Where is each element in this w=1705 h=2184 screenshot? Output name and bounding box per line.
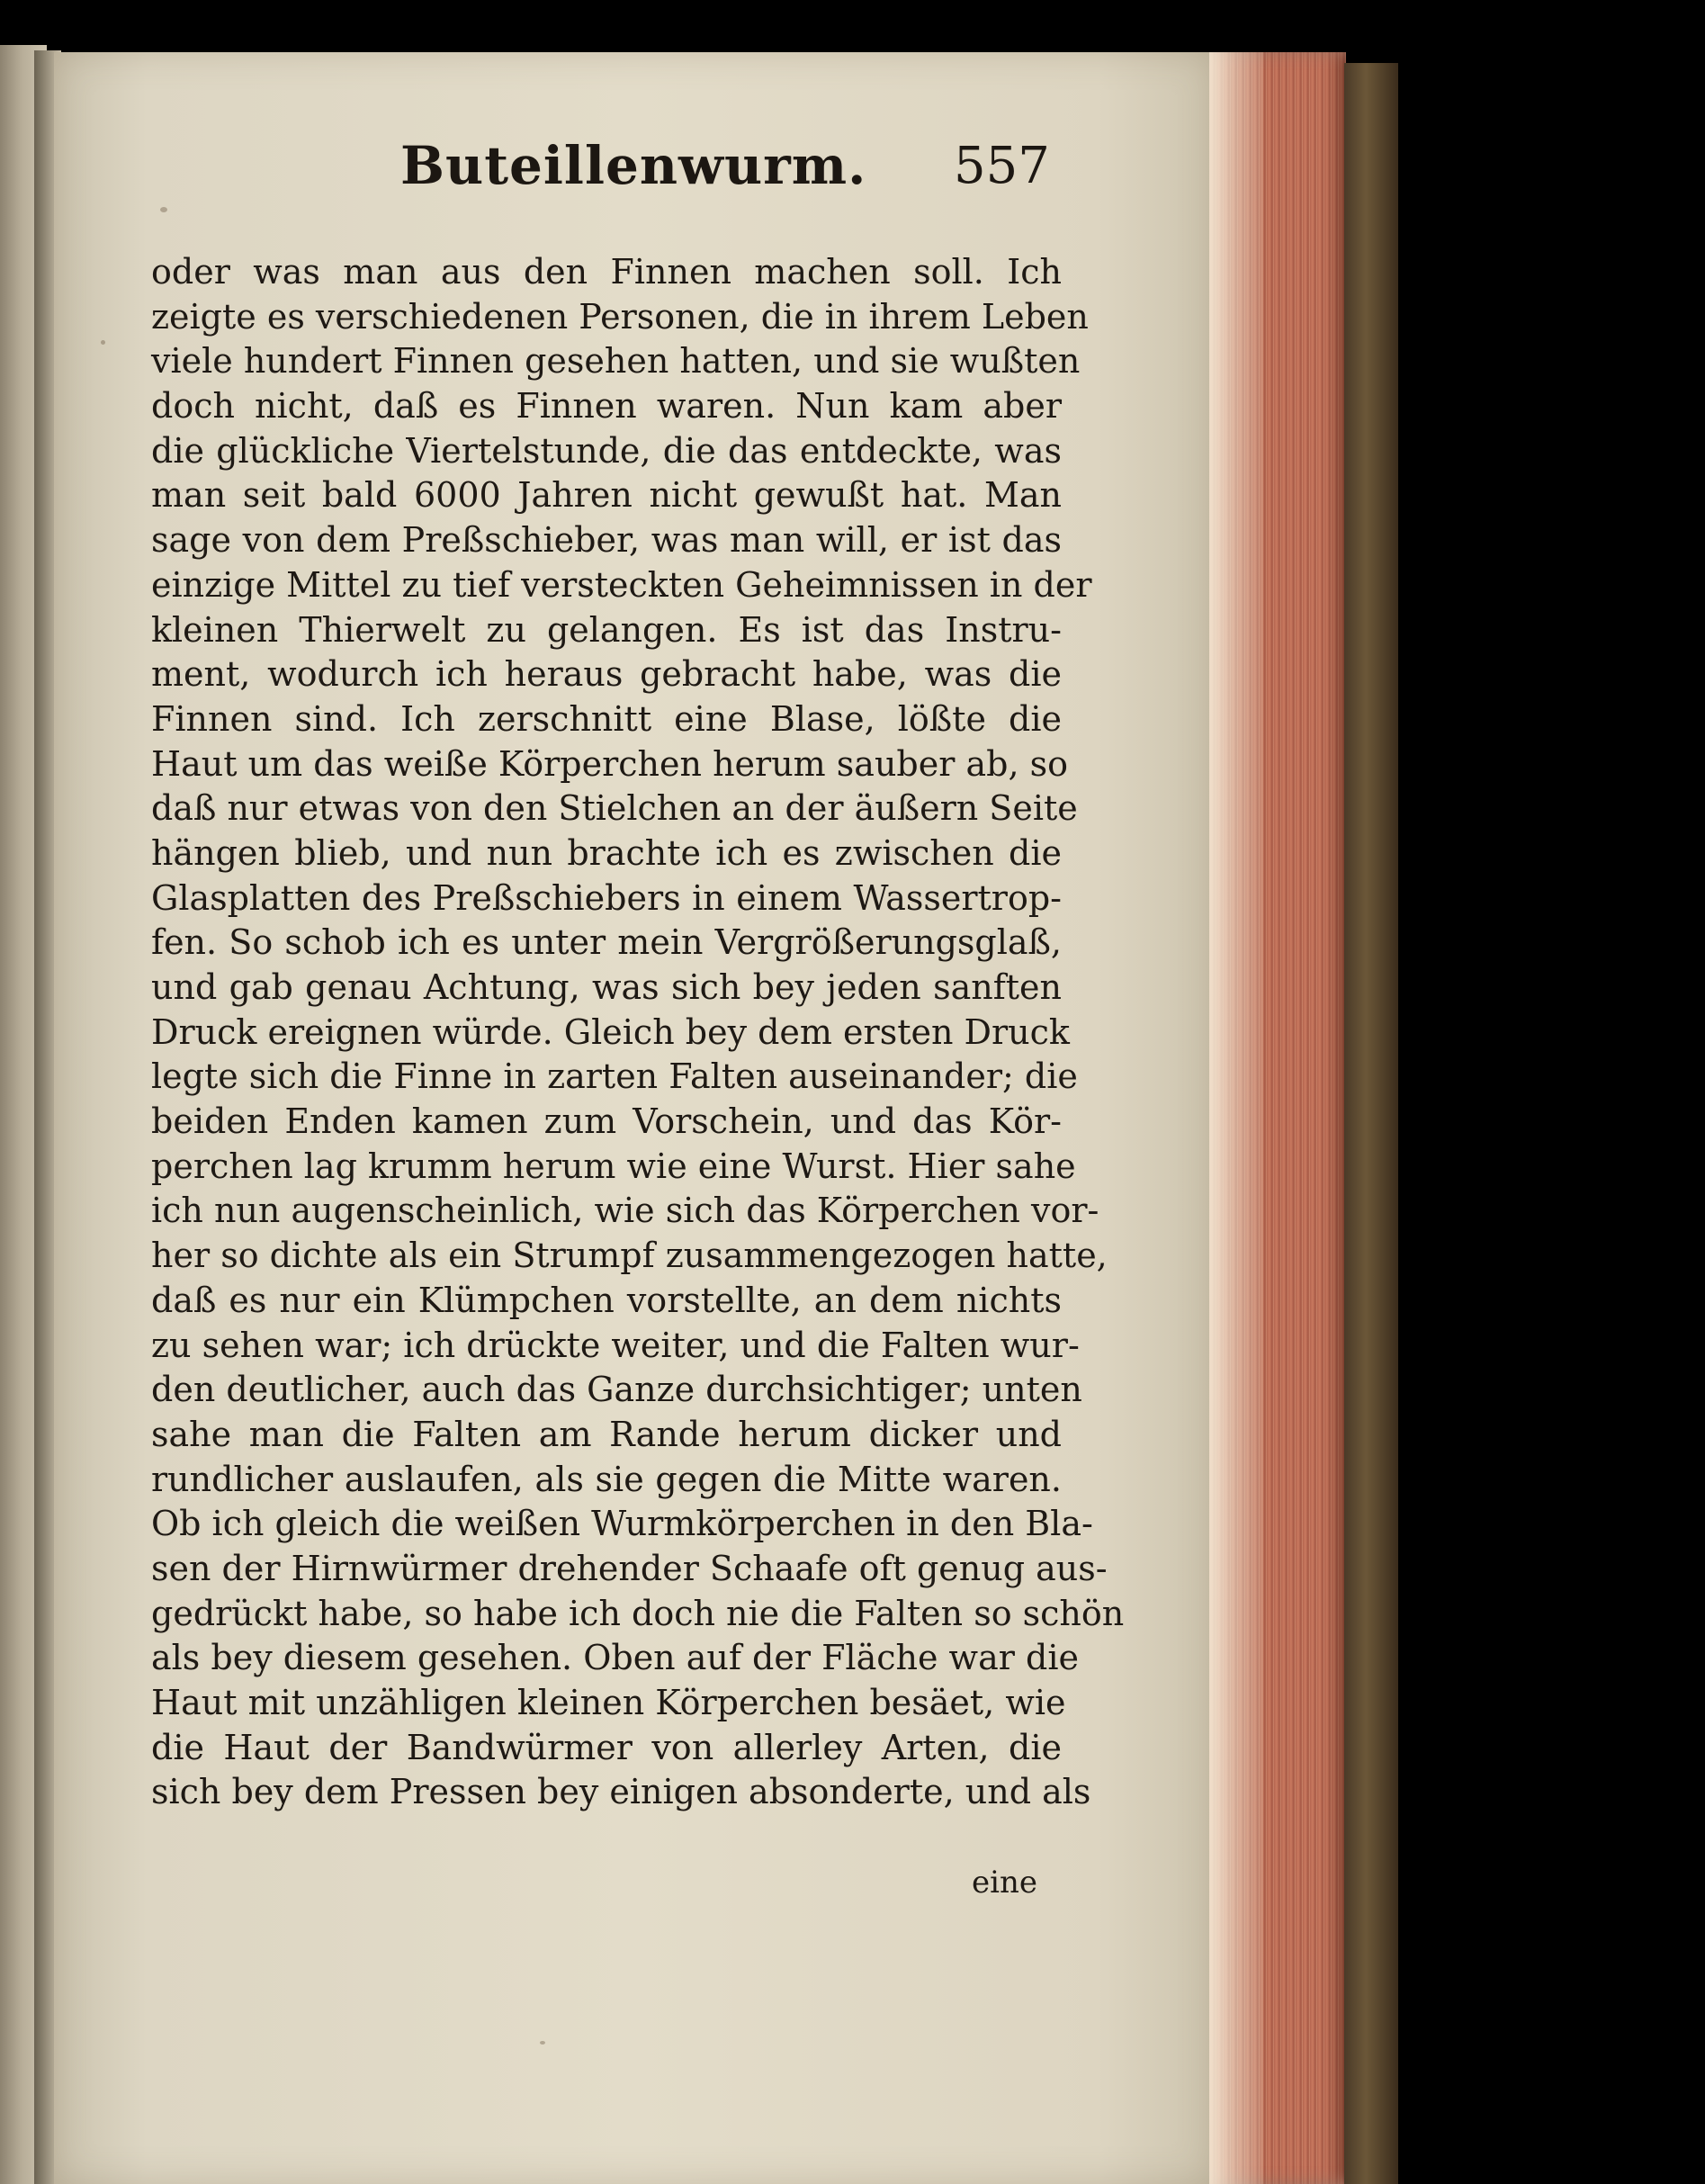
book-cover-edge [1344,63,1398,2184]
text-line: daß nur etwas von den Stielchen an der äußern Seite [151,788,1078,829]
running-head [297,126,1080,225]
text-line: Haut mit unzähligen kleinen Körperchen besäet, wie [151,1683,1066,1722]
text-line: sahe man die Falten am Rande herum dicker und [151,1414,1062,1454]
text-line: daß es nur ein Klümpchen vorstellte, an dem nichts [151,1280,1062,1320]
body-text [151,250,1125,1815]
text-line: einzige Mittel zu tief versteckten Geheimnissen in der [151,564,1092,605]
text-line: ich nun augenscheinlich, wie sich das Körperchen vor- [151,1191,1099,1231]
text-line: sich bey dem Pressen bey einigen absonderte, und als [151,1772,1091,1812]
text-line: doch nicht, daß es Finnen waren. Nun kam aber [151,386,1062,427]
paper-speck [160,207,167,212]
text-line: zeigte es verschiedenen Personen, die in ihrem Leben [151,296,1089,337]
text-line: oder was man aus den Finnen machen soll. Ich [151,252,1062,292]
text-line: beiden Enden kamen zum Vorschein, und das Kör- [151,1101,1062,1142]
text-line: Ob ich gleich die weißen Wurmkörperchen in den Bla- [151,1504,1093,1544]
text-line: Finnen sind. Ich zerschnitt eine Blase, lößte die [151,698,1062,739]
text-line: den deutlicher, auch das Ganze durchsichtiger; unten [151,1370,1082,1410]
text-line: als bey diesem gesehen. Oben auf der Fläche war die [151,1638,1079,1678]
running-head-title: Buteillenwurm. [400,135,867,196]
text-line: sen der Hirnwürmer drehender Schaafe oft genug aus- [151,1548,1108,1588]
text-line: Haut um das weiße Körperchen herum sauber ab, so [151,743,1068,784]
text-line: die Haut der Bandwürmer von allerley Arten, die [151,1727,1062,1767]
text-line: die glückliche Viertelstunde, die das entdeckte, was [151,430,1062,471]
paper-speck [101,340,105,345]
page-number: 557 [954,137,1050,195]
text-line: viele hundert Finnen gesehen hatten, und sie wußten [151,341,1081,382]
text-line: legte sich die Finne in zarten Falten auseinander; die [151,1056,1078,1097]
paper-speck [540,2041,545,2045]
text-line: kleinen Thierwelt zu gelangen. Es ist das Instru- [151,609,1062,650]
text-line: gedrückt habe, so habe ich doch nie die Falten so schön [151,1593,1125,1633]
text-line: Druck ereignen würde. Gleich bey dem ersten Druck [151,1011,1070,1052]
text-line: zu sehen war; ich drückte weiter, und die Falten wur- [151,1325,1080,1365]
text-line: man seit bald 6000 Jahren nicht gewußt hat. Man [151,475,1062,516]
text-line: und gab genau Achtung, was sich bey jeden sanften [151,967,1062,1007]
text-line: her so dichte als ein Strumpf zusammengezogen hatte, [151,1236,1108,1276]
catchword: eine [972,1865,1038,1901]
text-line: rundlicher auslaufen, als sie gegen die Mitte waren. [151,1459,1062,1499]
text-line: Glasplatten des Preßschiebers in einem Wassertrop- [151,877,1062,918]
text-line: fen. So schob ich es unter mein Vergrößerungsglaß, [151,922,1062,963]
text-line: sage von dem Preßschieber, was man will, er ist das [151,520,1062,561]
text-line: hängen blieb, und nun brachte ich es zwischen die [151,832,1062,873]
text-line: perchen lag krumm herum wie eine Wurst. Hier sahe [151,1146,1076,1186]
fore-edge-highlight [1209,52,1263,2184]
text-line: ment, wodurch ich heraus gebracht habe, was die [151,654,1062,695]
